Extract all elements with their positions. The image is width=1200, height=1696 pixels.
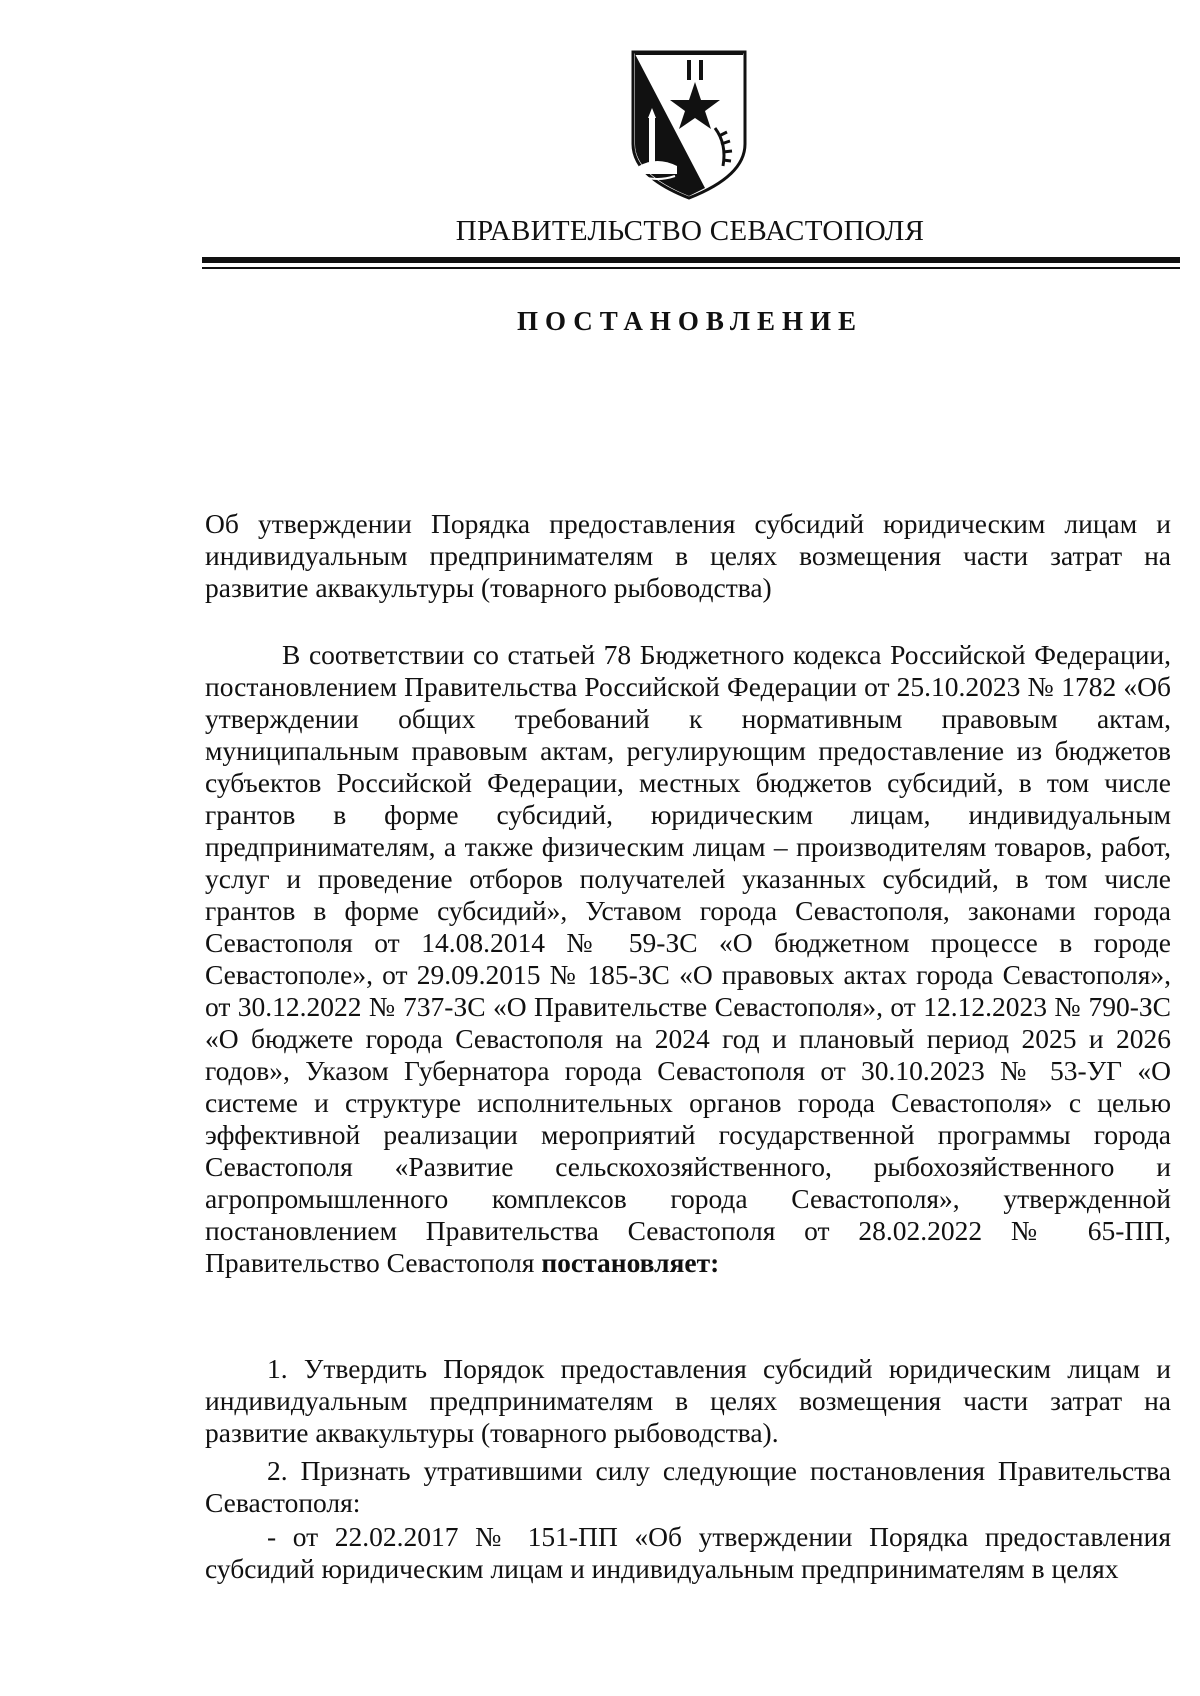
preamble-paragraph <box>205 639 1171 1279</box>
resolution-item-1: 1. Утвердить Порядок предоставления субсидий юридическим лицам и индивидуальным предпринимателям в целях возмещения части затрат на развитие аквакультуры (товарного рыбоводства). <box>205 1353 1171 1448</box>
header-divider-thin <box>202 267 1180 269</box>
header-divider-thick <box>202 257 1180 263</box>
resolves-keyword: постановляет: <box>541 1247 720 1278</box>
document-subject: Об утверждении Порядка предоставления субсидий юридическим лицам и индивидуальным предпринимателям в целях возмещения части затрат на развитие аквакультуры (товарного рыбоводства) <box>205 508 1171 603</box>
sevastopol-coat-of-arms-icon <box>627 48 751 200</box>
preamble-text: В соответствии со статьей 78 Бюджетного кодекса Российской Федерации, постановлением Правительства Российской Федерации от 25.10.2023 № 1782 «Об утверждении общих требований к нормативным правовым актам, муниципальным правовым актам, регулирующим предоставление из бюджетов субъектов Российской Федерации, местных бюджетов субсидий, в том числе грантов в форме субсидий, юридическим лицам, индивидуальным предпринимателям, а также физическим лицам – производителям товаров, работ, услуг и проведение отборов получателей указанных субсидий, в том числе грантов в форме субсидий», Уставом города Севастополя, законами города Севастополя от 14.08.2014 № 59-ЗС «О бюджетном процессе в городе Севастополе», от 29.09.2015 № 185-ЗС «О правовых актах города Севастополя», от 30.12.2022 № 737-ЗС «О Правительстве Севастополя», от 12.12.2023 № 790-ЗС «О бюджете города Севастополя на 2024 год и плановый период 2025 и 2026 годов», Указом Губернатора города Севастополя от 30.10.2023 № 53-УГ «О системе и структуре исполнительных органов города Севастополя» с целью эффективной реализации мероприятий государственной программы города Севастополя «Развитие сельскохозяйственного, рыбохозяйственного и агропромышленного комплексов города Севастополя», утвержденной постановлением Правительства Севастополя от 28.02.2022 № 65-ПП, Правительство Севастополя <box>205 639 1171 1278</box>
organization-title: ПРАВИТЕЛЬСТВО СЕВАСТОПОЛЯ <box>455 215 925 247</box>
document-type-heading: ПОСТАНОВЛЕНИЕ <box>516 306 864 336</box>
resolution-item-2: 2. Признать утратившими силу следующие постановления Правительства Севастополя: <box>205 1455 1171 1518</box>
resolution-subitem: - от 22.02.2017 № 151-ПП «Об утверждении Порядка предоставления субсидий юридическим лицам и индивидуальным предпринимателям в целях <box>205 1521 1171 1584</box>
